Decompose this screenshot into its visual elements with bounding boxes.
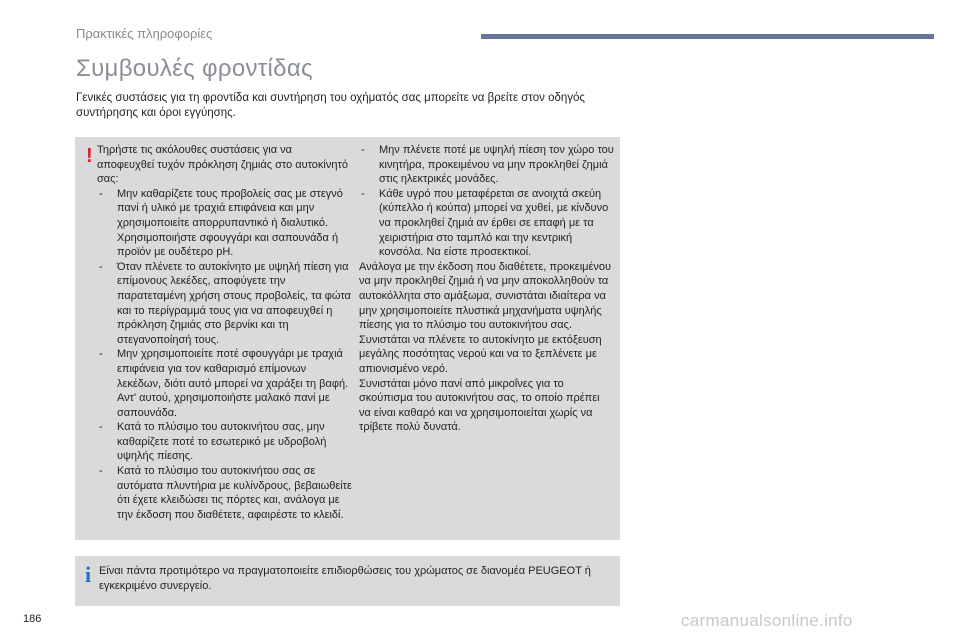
info-icon: i <box>85 562 92 587</box>
list-item-text: Μην καθαρίζετε τους προβολείς σας με στεγνό πανί ή υλικό με τραχιά επιφάνεια και μην χρησιμοποιείτε απορρυπαντικό ή διαλυτικό. Χρησιμοποιήστε σφουγγάρι και σαπουνάδα ή προϊόν με ουδέτερο pH. <box>117 187 343 259</box>
info-box <box>75 556 620 606</box>
bullet-dash: - <box>99 348 103 361</box>
warning-column-right <box>359 143 614 435</box>
warning-intro: Τηρήστε τις ακόλουθες συστάσεις για να αποφευχθεί τυχόν πρόκληση ζημιάς στο αυτοκίνητό σας: <box>97 144 348 186</box>
list-item-text: Μην χρησιμοποιείτε ποτέ σφουγγάρι με τραχιά επιφάνεια για τον καθαρισμό επίμονων λεκέδων, διότι αυτό μπορεί να χαράξει τη βαφή. Αντ' αυτού, χρησιμοποιήστε μαλακό πανί με σαπουνάδα. <box>117 348 349 419</box>
list-item <box>97 347 352 420</box>
list-item-text: Κατά το πλύσιμο του αυτοκινήτου σας, μην καθαρίζετε ποτέ το εσωτερικό με υδροβολή υψηλής πίεσης. <box>117 421 327 463</box>
list-item <box>359 187 614 260</box>
bullet-dash: - <box>99 260 103 273</box>
warning-paragraph: Ανάλογα με την έκδοση που διαθέτετε, προκειμένου να μην προκληθεί ζημιά ή να μην αποκολληθούν τα αυτοκόλλητα στο αμάξωμα, συνιστάται ιδιαίτερα να μην χρησιμοποιείτε πλυστικά μηχανήματα υψηλής πίεσης για το πλύσιμο του αυτοκινήτου σας. Συνιστάται να πλένετε το αυτοκίνητο με εκτόξευση μεγάλης ποσότητας νερού και να το ξεπλένετε με απιονισμένο νερό. <box>359 260 612 375</box>
page-title: Συμβουλές φροντίδας <box>76 55 313 82</box>
list-item-text: Όταν πλένετε το αυτοκίνητο με υψηλή πίεση για επίμονους λεκέδες, αποφύγετε την παρατεταμένη χρήση στους προβολείς, τα φώτα και το περίγραμμά τους για να αποφευχθεί η πρόκληση ζημιάς στο βερνίκι και τη στεγανοποίησή τους. <box>117 260 351 346</box>
list-item-text: Κάθε υγρό που μεταφέρεται σε ανοιχτά σκεύη (κύπελλο ή κούπα) μπορεί να χυθεί, με κίνδυνο να προκληθεί ζημιά αν έρθει σε επαφή με τα χειριστήρια στο ταμπλό και την κεντρική κονσόλα. Να είστε προσεκτικοί. <box>379 187 609 259</box>
watermark: carmanualsonline.info <box>681 611 853 630</box>
page-number: 186 <box>23 613 42 625</box>
section-header: Πρακτικές πληροφορίες <box>76 26 213 41</box>
warning-paragraph: Συνιστάται μόνο πανί από μικροΐνες για το σκούπισμα του αυτοκινήτου σας, το οποίο πρέπει να είναι καθαρό και να χρησιμοποιείται χωρίς να τρίβετε πολύ δυνατά. <box>359 377 600 434</box>
intro-paragraph: Γενικές συστάσεις για τη φροντίδα και συντήρηση του οχήματός σας μπορείτε να βρείτε στον οδηγός συντήρησης και όροι εγγύησης. <box>76 92 585 119</box>
header-bar <box>481 34 934 39</box>
bullet-dash: - <box>99 465 103 478</box>
bullet-dash: - <box>361 187 365 200</box>
bullet-dash: - <box>99 187 103 200</box>
list-item <box>97 464 352 522</box>
bullet-dash: - <box>99 421 103 434</box>
list-item <box>97 420 352 464</box>
list-item-text: Κατά το πλύσιμο του αυτοκινήτου σας σε αυτόματα πλυντήρια με κυλίνδρους, βεβαιωθείτε ότι έχετε κλειδώσει τις πόρτες και, ανάλογα με την έκδοση που διαθέτετε, αφαιρέστε το κλειδί. <box>117 465 352 521</box>
bullet-dash: - <box>361 144 365 156</box>
warning-icon: ! <box>86 145 93 167</box>
list-item-text: Μην πλένετε ποτέ με υψηλή πίεση τον χώρο του κινητήρα, προκειμένου να μην προκληθεί ζημιά στις ηλεκτρικές μονάδες. <box>379 144 614 186</box>
info-text: Είναι πάντα προτιμότερο να πραγματοποιείτε επιδιορθώσεις του χρώματος σε διανομέα PEUGEOT ή εγκεκριμένο συνεργείο. <box>99 565 591 592</box>
list-item <box>97 260 352 348</box>
warning-column-left <box>97 143 352 522</box>
list-item <box>97 187 352 260</box>
list-item <box>359 143 614 187</box>
warning-box <box>75 137 620 540</box>
